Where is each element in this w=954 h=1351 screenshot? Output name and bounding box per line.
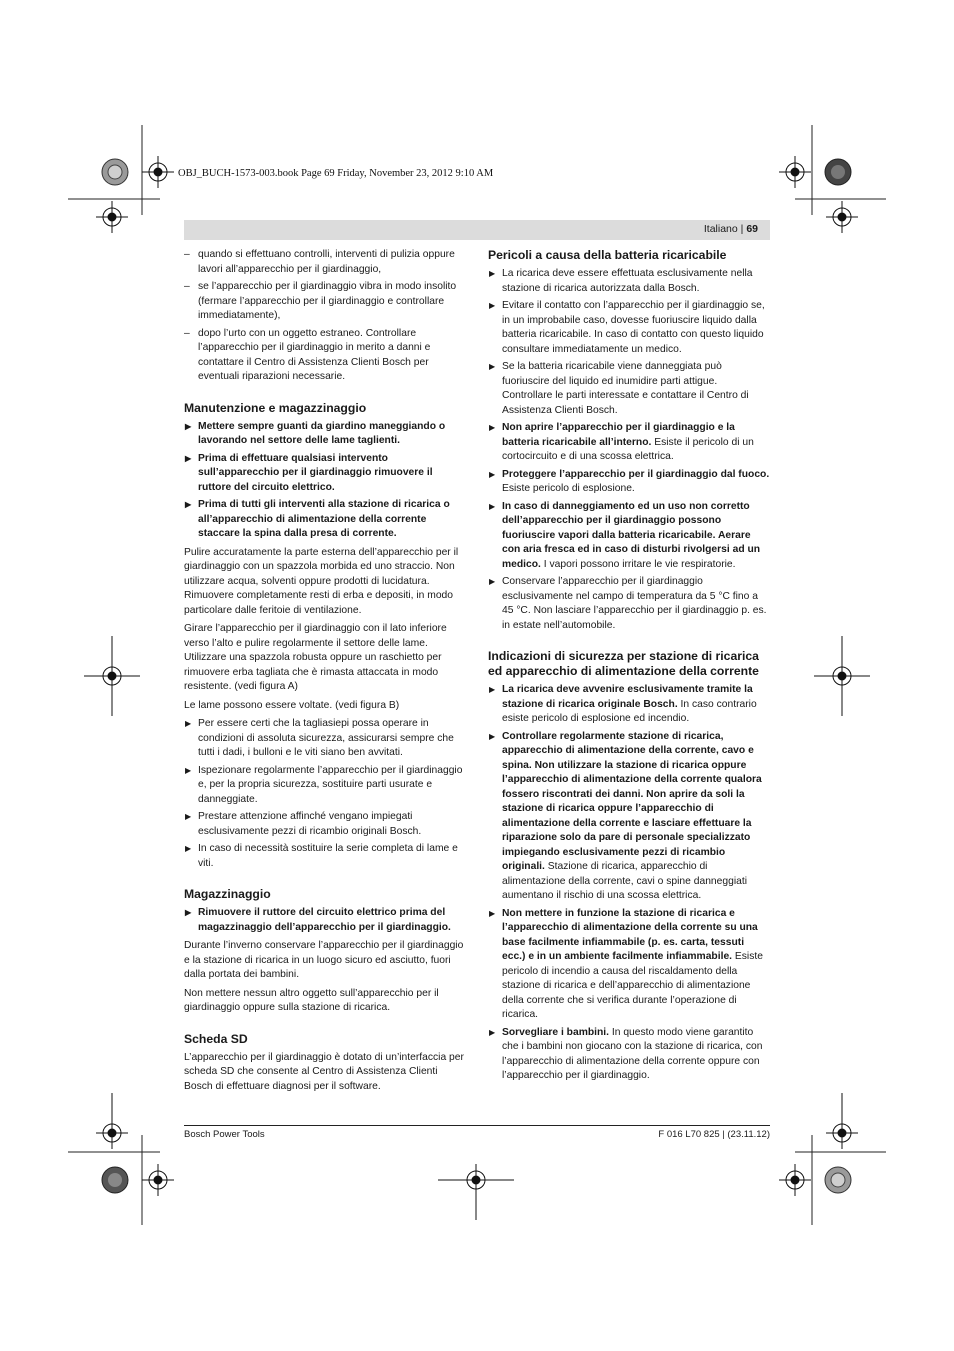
maintenance-warnings <box>184 420 466 542</box>
intro-list <box>184 248 466 385</box>
paragraph: Pulire accuratamente la parte esterna dell’apparecchio per il giardinaggio con un spazzola morbida ed uno straccio. Non utilizzare acqua, solventi oppure prodotti di lucidatura. Rimuovere completamente resti di erba e depositi, in modo particolare dalle feritoie di ventilazione. <box>184 546 459 616</box>
bold-text: Controllare regolarmente stazione di ricarica, apparecchio di alimentazione della corrente, cavo e spina. Non utilizzare la stazione di ricarica oppure l’apparecchio di alimentazione della corrente qualora fossero riscontrati dei danni. Non aprire da soli la stazione di ricarica oppure l’apparecchio di alimentazione della corrente e lasciare effettuare la riparazione solo da pare di personale specializzato impiegando esclusivamente pezzi di ricambio originali. <box>502 730 762 872</box>
paragraph: Girare l’apparecchio per il giardinaggio con il lato inferiore verso l’alto e pulire regolarmente il settore delle lame. Utilizzare una spazzola robusta oppure un raschietto per rimuovere erba tagliata che è rimasta attaccata in modo resistente. (vedi figura A) <box>184 623 447 692</box>
warning-item: ▶ Mettere sempre guanti da giardino maneggiando o lavorando nel settore delle lame taglienti. <box>184 420 466 449</box>
list-item <box>488 907 770 1023</box>
battery-list <box>488 267 770 633</box>
page-header-text <box>704 223 758 235</box>
maintenance-items <box>184 717 466 871</box>
list-item: ▶ Se la batteria ricaricabile viene danneggiata può fuoriuscire del liquido ed inumidire parti attigue. Controllare le parti interessate e contattare il Centro di Assistenza Clienti Bosch. <box>488 360 770 418</box>
paragraph: Non mettere nessun altro oggetto sull’apparecchio per il giardinaggio oppure sulla stazione di ricarica. <box>184 987 439 1013</box>
list-item: ▶ Prestare attenzione affinché vengano impiegati esclusivamente pezzi di ricambio originali Bosch. <box>184 810 466 839</box>
normal-text: I vapori possono irritare le vie respiratorie. <box>540 558 736 570</box>
footer-brand: Bosch Power Tools <box>184 1129 265 1140</box>
left-column <box>184 248 466 1098</box>
list-item: ▶ Ispezionare regolarmente l’apparecchio per il giardinaggio e, per la propria sicurezza, sostituire parti usurate e danneggiate. <box>184 764 466 808</box>
bold-text: Sorvegliare i bambini. <box>502 1026 610 1038</box>
bold-text: Non aprire l’apparecchio per il giardinaggio e la batteria ricaricabile all’interno. <box>502 422 735 448</box>
paragraph: Le lame possono essere voltate. (vedi figura B) <box>184 699 400 711</box>
list-item <box>488 500 770 573</box>
section-heading-storage: Magazzinaggio <box>184 887 271 901</box>
normal-text: Stazione di ricarica, apparecchio di alimentazione della corrente, cavi o spine danneggiati aumentano il rischio di una scossa elettrica. <box>502 861 747 901</box>
list-item: ▶ Evitare il contatto con l’apparecchio per il giardinaggio se, in un improbabile caso, dovesse fuoriuscire liquido dalla batteria ricaricabile. In caso di contatto con questo liquido consultare immediatamente un medico. <box>488 299 770 357</box>
footer-doc-number: F 016 L70 825 | (23.11.12) <box>658 1129 770 1140</box>
section-heading-maintenance: Manutenzione e magazzinaggio <box>184 400 367 415</box>
normal-text: Esiste pericolo di esplosione. <box>502 483 635 494</box>
warning-item: ▶ Prima di tutti gli interventi alla stazione di ricarica o all’apparecchio di alimentazione della corrente staccare la spina dalla presa di corrente. <box>184 498 466 542</box>
language-label: Italiano <box>703 223 738 235</box>
normal-text: Esiste pericolo di incendio a causa del riscaldamento della stazione di ricarica e dell’apparecchio di alimentazione della corrente che si verifica durante l’operazione di ricarica. <box>502 951 763 1020</box>
header-separator: | <box>740 223 744 235</box>
page-header-bar <box>184 220 770 240</box>
page-footer <box>184 1125 770 1140</box>
list-item <box>488 421 770 465</box>
list-item <box>488 730 770 904</box>
list-item: ▶ La ricarica deve essere effettuata esclusivamente nella stazione di ricarica autorizzata dalla Bosch. <box>488 267 770 296</box>
bold-text: In caso di danneggiamento ed un uso non corretto dell’apparecchio per il giardinaggio possono fuoriuscire vapori dalla batteria ricaricabile. Aerare con aria fresca ed in caso di disturbi rivolgersi ad un medico. <box>502 500 761 570</box>
bold-text: Non mettere in funzione la stazione di ricarica e l’apparecchio di alimentazione della corrente su una base facilmente infiammabile (p. es. carta, tessuti ecc.) e in un ambiente facilmente infiammabile. <box>502 907 758 962</box>
list-item: – dopo l’urto con un oggetto estraneo. Controllare l’apparecchio per il giardinaggio in merito a danni e contattare il Centro di Assistenza Clienti Bosch per eventuali riparazioni necessarie. <box>184 327 466 385</box>
bold-text: Proteggere l’apparecchio per il giardinaggio dal fuoco. <box>502 468 770 480</box>
section-heading-sd-card: Scheda SD <box>184 1031 248 1046</box>
list-item: ▶ Per essere certi che la tagliasiepi possa operare in condizioni di assoluta sicurezza, assicurarsi sempre che tutti i dadi, i bulloni e le viti siano ben avvitati. <box>184 717 466 761</box>
list-item <box>488 468 770 497</box>
list-item: ▶ Conservare l’apparecchio per il giardinaggio esclusivamente nel campo di temperatura da 5 °C fino a 45 °C. Non lasciare l’apparecchio per il giardinaggio p. es. in estate nell’automobile. <box>488 575 770 633</box>
print-info-header: OBJ_BUCH-1573-003.book Page 69 Friday, November 23, 2012 9:10 AM <box>178 168 494 179</box>
list-item: – se l’apparecchio per il giardinaggio vibra in modo insolito (fermare l’apparecchio per il giardinaggio e controllare immediatamente), <box>184 280 466 324</box>
section-heading-battery: Pericoli a causa della batteria ricaricabile <box>488 248 727 262</box>
normal-text: Esiste il pericolo di un cortocircuito e di una scossa elettrica. <box>502 436 754 462</box>
warning-item: ▶ Prima di effettuare qualsiasi intervento sull’apparecchio per il giardinaggio rimuovere il ruttore del circuito elettrico. <box>184 452 466 496</box>
list-item: – quando si effettuano controlli, interventi di pulizia oppure lavori all’apparecchio per il giardinaggio, <box>184 248 466 277</box>
normal-text: In questo modo viene garantito che i bambini non giocano con la stazione di ricarica, con l’apparecchio di alimentazione della corrente oppure con l’apparecchio per il giardinaggio. <box>502 1026 763 1081</box>
normal-text: In caso contrario esiste pericolo di esplosione ed incendio. <box>502 698 757 724</box>
section-heading-charging: Indicazioni di sicurezza per stazione di ricarica ed apparecchio di alimentazione della corrente <box>488 649 759 678</box>
list-item <box>488 1026 770 1084</box>
paragraph: L’apparecchio per il giardinaggio è dotato di un’interfaccia per scheda SD che consente al Centro di Assistenza Clienti Bosch di effettuare diagnosi per il software. <box>184 1051 464 1092</box>
charging-list <box>488 683 770 1084</box>
storage-warnings <box>184 906 466 935</box>
bold-text: La ricarica deve avvenire esclusivamente tramite la stazione di ricarica originale Bosch. <box>502 684 753 710</box>
warning-item: ▶ Rimuovere il ruttore del circuito elettrico prima del magazzinaggio dell’apparecchio per il giardinaggio. <box>184 906 466 935</box>
right-column <box>488 248 770 1088</box>
page-number: 69 <box>746 223 758 235</box>
list-item <box>488 683 770 727</box>
list-item: ▶ In caso di necessità sostituire la serie completa di lame e viti. <box>184 842 466 871</box>
paragraph: Durante l’inverno conservare l’apparecchio per il giardinaggio e la stazione di ricarica in un luogo sicuro ed asciutto, fuori dalla portata dei bambini. <box>184 940 464 980</box>
